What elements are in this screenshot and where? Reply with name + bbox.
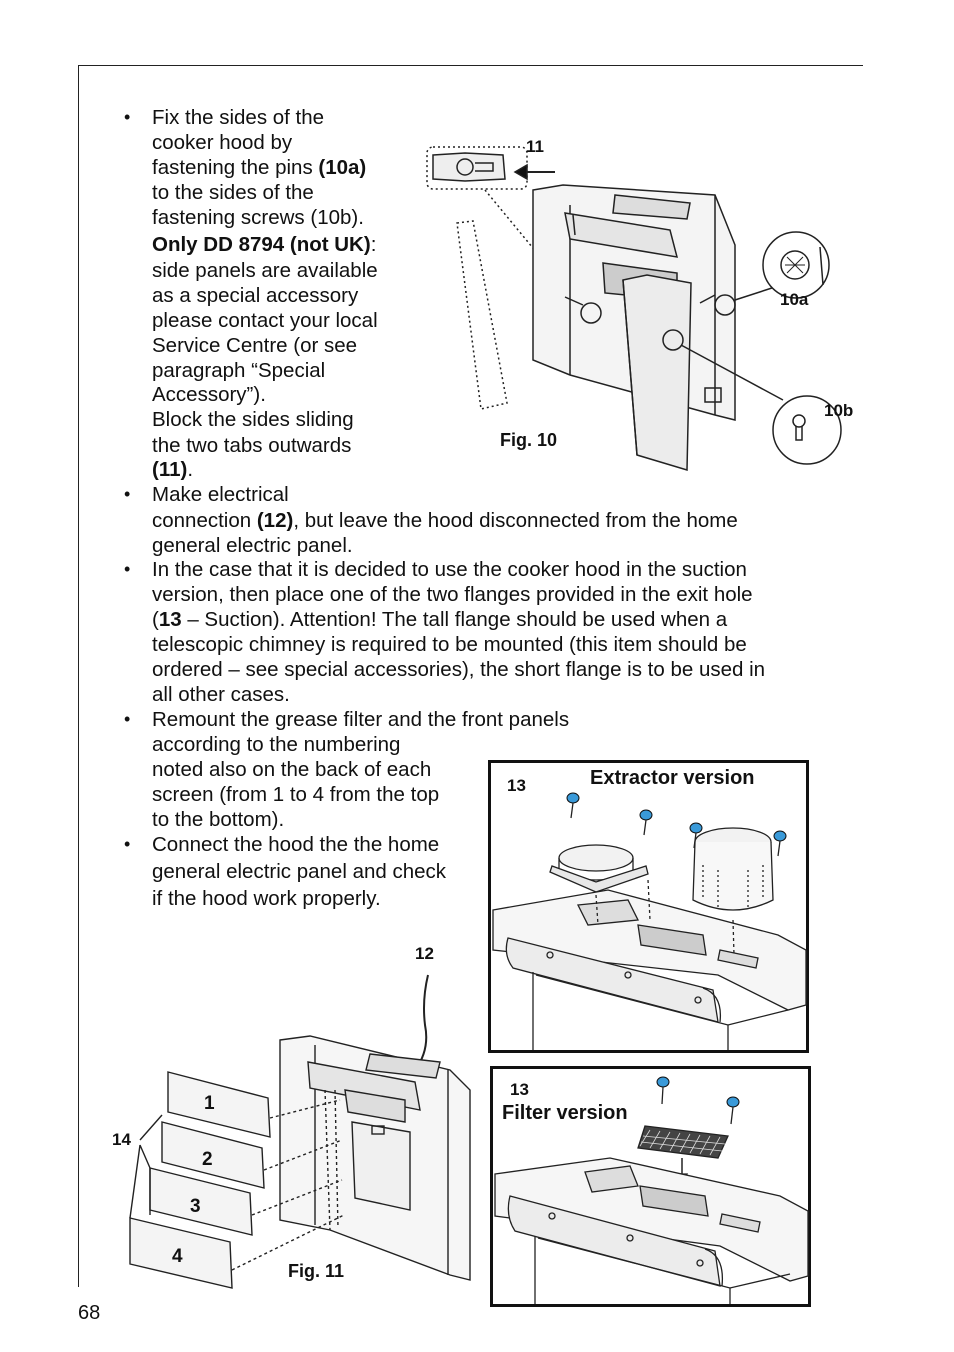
panel-label-3: 3	[190, 1196, 201, 1217]
line: Service Centre (or see	[152, 334, 358, 357]
fig10-label-11: 11	[526, 137, 544, 156]
line: please contact your local	[152, 309, 378, 332]
bullet: •	[124, 107, 131, 127]
bullet: •	[124, 559, 131, 579]
fig10-caption: Fig. 10	[500, 430, 558, 450]
extractor-version-illustration	[488, 760, 810, 1054]
extractor-number: 13	[507, 776, 526, 795]
fig10-label-10a: 10a	[780, 290, 809, 309]
line: Only DD 8794 (not UK):	[152, 233, 377, 256]
line: paragraph “Special	[152, 359, 326, 382]
line: Remount the grease filter and the front panels	[152, 708, 570, 731]
line: to the sides of the	[152, 181, 314, 204]
line: (11).	[152, 458, 194, 481]
line: if the hood work properly.	[152, 887, 381, 910]
panel-label-4: 4	[172, 1246, 183, 1267]
extractor-title: Extractor version	[590, 767, 755, 789]
line: noted also on the back of each	[152, 758, 432, 781]
bullet: •	[124, 834, 131, 854]
line: according to the numbering	[152, 733, 401, 756]
line: Accessory”).	[152, 383, 266, 406]
fig11-illustration	[110, 970, 480, 1295]
panel-label-1: 1	[204, 1093, 215, 1114]
fig11-label-14: 14	[112, 1130, 131, 1149]
line: Connect the hood the the home	[152, 833, 440, 856]
line: connection (12), but leave the hood disconnected from the home	[152, 509, 738, 532]
line: Block the sides sliding	[152, 408, 354, 431]
line: version, then place one of the two flanges provided in the exit hole	[152, 583, 753, 606]
filter-title: Filter version	[502, 1102, 628, 1124]
filter-number: 13	[510, 1080, 529, 1099]
line: side panels are available	[152, 259, 378, 282]
fig11-caption: Fig. 11	[288, 1261, 345, 1281]
panel-label-2: 2	[202, 1149, 213, 1170]
line: ordered – see special accessories), the short flange is to be used in	[152, 658, 766, 681]
line: general electric panel and check	[152, 860, 447, 883]
line: Make electrical	[152, 483, 289, 506]
page-number: 68	[78, 1302, 101, 1324]
bullet: •	[124, 709, 131, 729]
line: fastening the pins (10a)	[152, 156, 367, 179]
line: fastening screws (10b).	[152, 206, 364, 229]
bullet: •	[124, 484, 131, 504]
line: cooker hood by	[152, 131, 293, 154]
line: the two tabs outwards	[152, 434, 352, 457]
line: as a special accessory	[152, 284, 359, 307]
line: In the case that it is decided to use the cooker hood in the suction	[152, 558, 747, 581]
fig10-label-10b: 10b	[824, 401, 854, 420]
line: general electric panel.	[152, 534, 353, 557]
line: screen (from 1 to 4 from the top	[152, 783, 440, 806]
line: Fix the sides of the	[152, 106, 325, 129]
line: all other cases.	[152, 683, 290, 706]
page-frame-top	[78, 65, 863, 66]
line: (13 – Suction). Attention! The tall flange should be used when a	[152, 608, 728, 631]
page-frame-left	[78, 65, 79, 1287]
line: to the bottom).	[152, 808, 285, 831]
fig11-label-12: 12	[415, 944, 434, 963]
line: telescopic chimney is required to be mounted (this item should be	[152, 633, 747, 656]
